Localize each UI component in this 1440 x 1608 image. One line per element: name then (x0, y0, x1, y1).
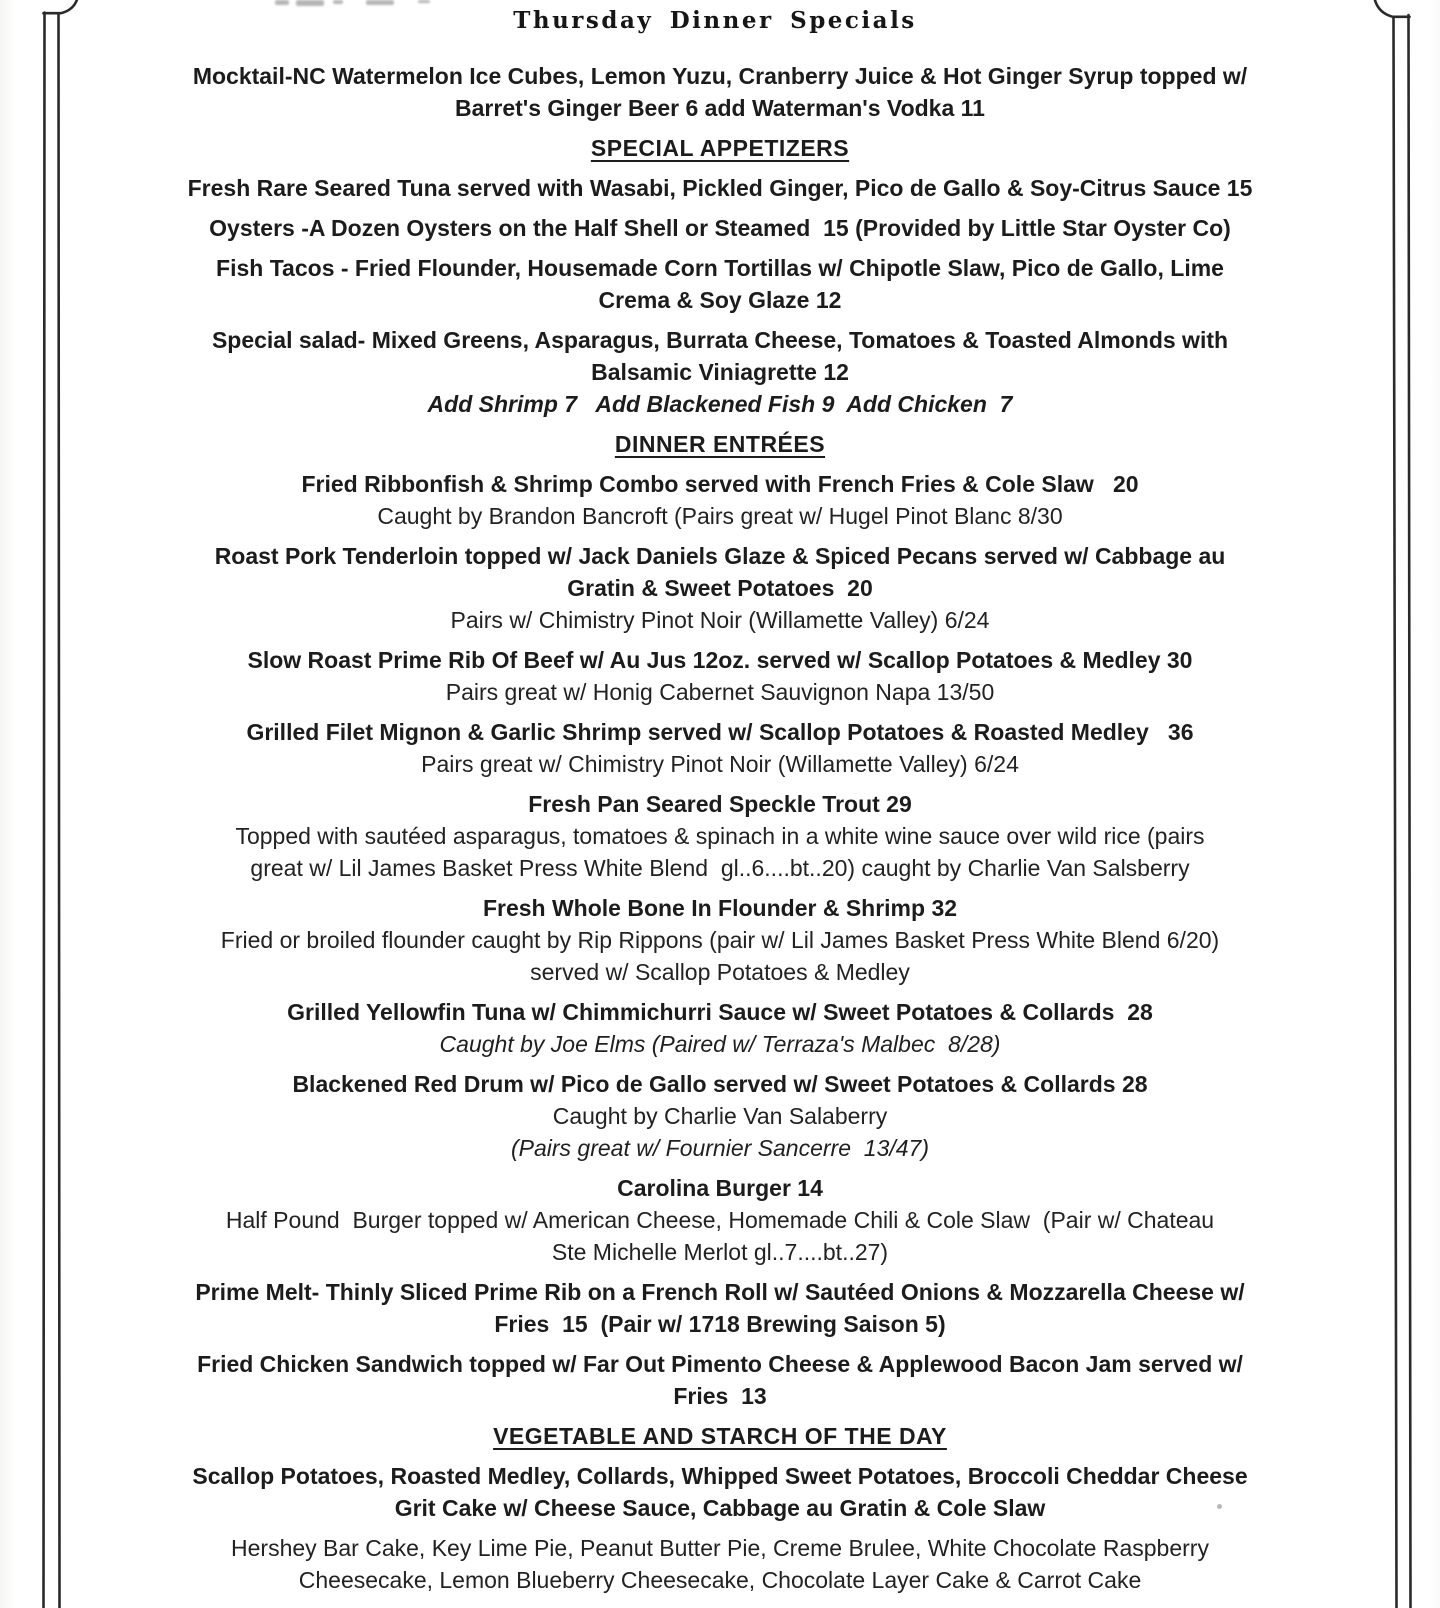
menu-line: Special salad- Mixed Greens, Asparagus, Burrata Cheese, Tomatoes & Toasted Almonds with (211, 327, 1229, 353)
section-header-label: SPECIAL APPETIZERS (590, 135, 850, 161)
menu-item (95, 1068, 1345, 1164)
scan-artifact (275, 0, 289, 5)
menu-item (95, 892, 1345, 988)
menu-line: Roast Pork Tenderloin topped w/ Jack Daniels Glaze & Spiced Pecans served w/ Cabbage au (214, 543, 1226, 569)
menu-item (95, 788, 1345, 884)
menu-line: Scallop Potatoes, Roasted Medley, Collards, Whipped Sweet Potatoes, Broccoli Cheddar Cheese (192, 1463, 1248, 1489)
menu-line: Balsamic Viniagrette 12 (591, 359, 849, 385)
menu-line: Caught by Joe Elms (Paired w/ Terraza's Malbec 8/28) (439, 1031, 1001, 1057)
menu-line: Slow Roast Prime Rib Of Beef w/ Au Jus 12oz. served w/ Scallop Potatoes & Medley 30 (247, 647, 1193, 673)
menu-line: Pairs great w/ Honig Cabernet Sauvignon Napa 13/50 (445, 679, 995, 705)
menu-item (95, 1276, 1345, 1340)
menu-line: Fresh Rare Seared Tuna served with Wasabi, Pickled Ginger, Pico de Gallo & Soy-Citrus Sauce 15 (187, 175, 1253, 201)
scan-artifact (296, 0, 324, 6)
menu-item (95, 1532, 1345, 1596)
menu-line: Topped with sautéed asparagus, tomatoes & spinach in a white wine sauce over wild rice (pairs (235, 823, 1205, 849)
section-header (95, 1420, 1345, 1452)
menu-content (95, 60, 1345, 1604)
scan-artifact (366, 0, 394, 5)
menu-line: Fried Chicken Sandwich topped w/ Far Out Pimento Cheese & Applewood Bacon Jam served w/ (197, 1351, 1243, 1377)
menu-item (95, 172, 1345, 204)
menu-item (95, 324, 1345, 420)
menu-line: Grit Cake w/ Cheese Sauce, Cabbage au Gratin & Cole Slaw (394, 1495, 1046, 1521)
menu-item (95, 996, 1345, 1060)
menu-item (95, 212, 1345, 244)
menu-line: Caught by Brandon Bancroft (Pairs great w/ Hugel Pinot Blanc 8/30 (377, 503, 1063, 529)
menu-line: Cheesecake, Lemon Blueberry Cheesecake, Chocolate Layer Cake & Carrot Cake (298, 1567, 1142, 1593)
menu-line: Fries 15 (Pair w/ 1718 Brewing Saison 5) (494, 1311, 946, 1337)
menu-item (95, 1348, 1345, 1412)
menu-item (95, 60, 1345, 124)
menu-line: Fried or broiled flounder caught by Rip Rippons (pair w/ Lil James Basket Press White Blend 6/20) (220, 927, 1220, 953)
menu-line: Hershey Bar Cake, Key Lime Pie, Peanut Butter Pie, Creme Brulee, White Chocolate Raspberry (231, 1535, 1209, 1561)
section-header-label: DINNER ENTRÉES (614, 431, 826, 457)
menu-line: Fresh Pan Seared Speckle Trout 29 (528, 791, 912, 817)
page-title: Thursday Dinner Specials (513, 7, 917, 34)
menu-line: (Pairs great w/ Fournier Sancerre 13/47) (510, 1135, 929, 1161)
section-header (95, 428, 1345, 460)
menu-line: great w/ Lil James Basket Press White Blend gl..6....bt..20) caught by Charlie Van Salsberry (250, 855, 1190, 881)
menu-line: Mocktail-NC Watermelon Ice Cubes, Lemon Yuzu, Cranberry Juice & Hot Ginger Syrup topped w/ (192, 63, 1248, 89)
menu-item (95, 252, 1345, 316)
menu-line: Ste Michelle Merlot gl..7....bt..27) (551, 1239, 889, 1265)
menu-line: Pairs great w/ Chimistry Pinot Noir (Willamette Valley) 6/24 (421, 751, 1019, 777)
menu-line: Pairs w/ Chimistry Pinot Noir (Willamette Valley) 6/24 (450, 607, 990, 633)
menu-line: Oysters -A Dozen Oysters on the Half Shell or Steamed 15 (Provided by Little Star Oyster Co) (209, 215, 1231, 241)
menu-line: served w/ Scallop Potatoes & Medley (530, 959, 910, 985)
scan-artifact (418, 0, 430, 3)
menu-line: Add Shrimp 7 Add Blackened Fish 9 Add Chicken 7 (427, 391, 1013, 417)
menu-line: Fried Ribbonfish & Shrimp Combo served with French Fries & Cole Slaw 20 (301, 471, 1139, 497)
menu-line: Grilled Yellowfin Tuna w/ Chimmichurri Sauce w/ Sweet Potatoes & Collards 28 (287, 999, 1153, 1025)
menu-item (95, 1172, 1345, 1268)
menu-line: Barret's Ginger Beer 6 add Waterman's Vodka 11 (455, 95, 985, 121)
menu-line: Fresh Whole Bone In Flounder & Shrimp 32 (482, 895, 958, 921)
menu-item (95, 644, 1345, 708)
section-header-label: VEGETABLE AND STARCH OF THE DAY (493, 1423, 947, 1449)
menu-line: Caught by Charlie Van Salaberry (552, 1103, 888, 1129)
menu-item (95, 1460, 1345, 1524)
menu-item (95, 468, 1345, 532)
menu-line: Fish Tacos - Fried Flounder, Housemade Corn Tortillas w/ Chipotle Slaw, Pico de Gallo, Lime (216, 255, 1224, 281)
menu-line: Prime Melt- Thinly Sliced Prime Rib on a French Roll w/ Sautéed Onions & Mozzarella Cheese w/ (195, 1279, 1245, 1305)
menu-line: Blackened Red Drum w/ Pico de Gallo served w/ Sweet Potatoes & Collards 28 (292, 1071, 1148, 1097)
scan-artifact (333, 0, 343, 4)
menu-item (95, 540, 1345, 636)
menu-line: Fries 13 (673, 1383, 767, 1409)
menu-line: Half Pound Burger topped w/ American Cheese, Homemade Chili & Cole Slaw (Pair w/ Chateau (225, 1207, 1215, 1233)
section-header (95, 132, 1345, 164)
menu-item (95, 716, 1345, 780)
menu-line: Grilled Filet Mignon & Garlic Shrimp served w/ Scallop Potatoes & Roasted Medley 36 (246, 719, 1194, 745)
menu-line: Gratin & Sweet Potatoes 20 (567, 575, 873, 601)
menu-line: Carolina Burger 14 (617, 1175, 823, 1201)
menu-line: Crema & Soy Glaze 12 (598, 287, 842, 313)
